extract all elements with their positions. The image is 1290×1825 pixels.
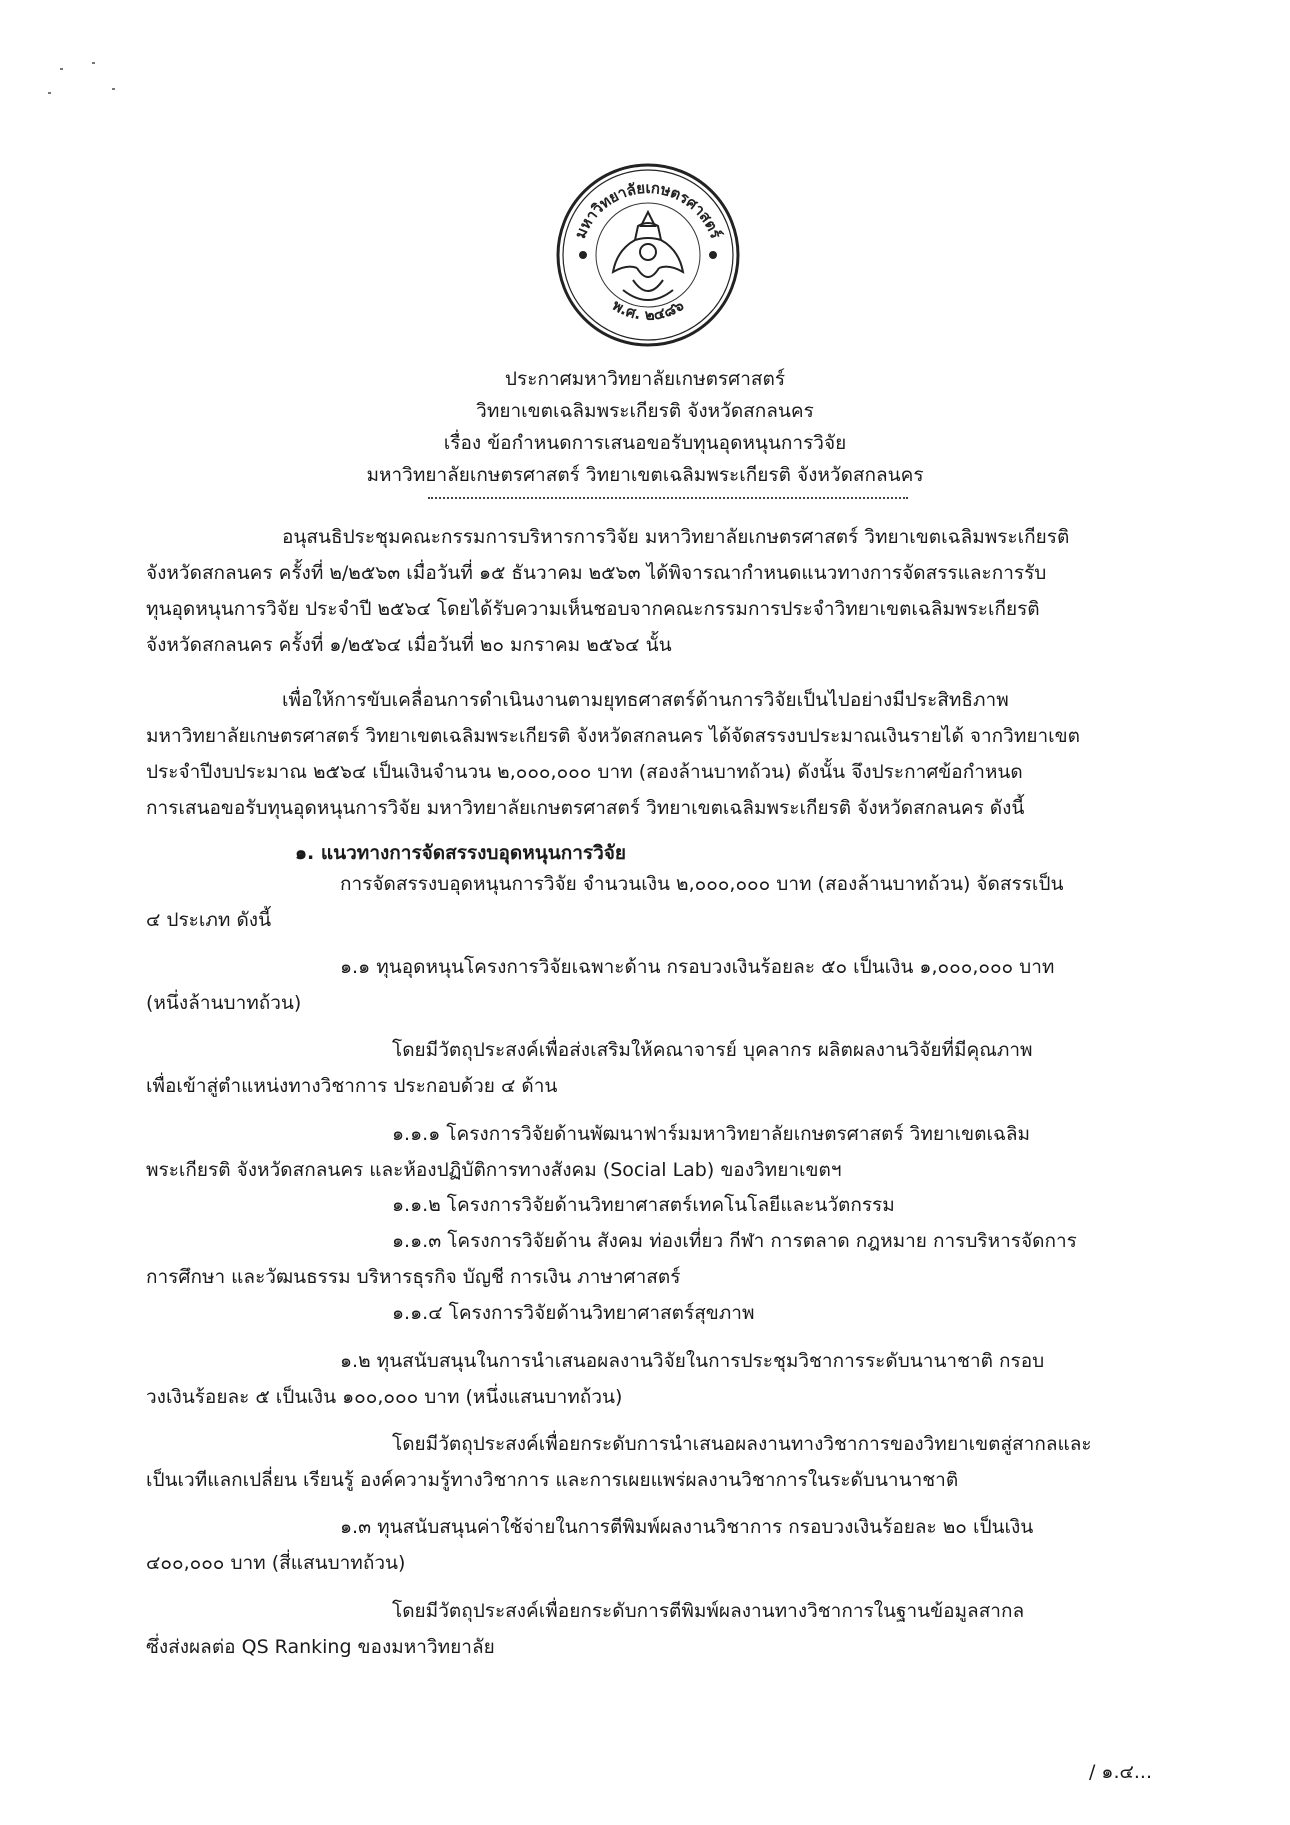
item-1-1-3: ๑.๑.๓ โครงการวิจัยด้าน สังคม ท่องเที่ยว กีฬา การตลาด กฎหมาย การบริหารจัดการ xyxy=(392,1230,1077,1252)
body-line: ประจำปีงบประมาณ ๒๕๖๔ เป็นเงินจำนวน ๒,๐๐๐,๐๐๐ บาท (สองล้านบาทถ้วน) ดังนั้น จึงประกาศข้อกำหนด xyxy=(146,761,1023,783)
campus-name: วิทยาเขตเฉลิมพระเกียรติ จังหวัดสกลนคร xyxy=(476,400,814,422)
body-line: ทุนอุดหนุนการวิจัย ประจำปี ๒๕๖๔ โดยได้รับความเห็นชอบจากคณะกรรมการประจำวิทยาเขตเฉลิมพระเกียรติ xyxy=(146,598,1040,620)
body-line: (หนึ่งล้านบาทถ้วน) xyxy=(146,992,302,1014)
body-line: วงเงินร้อยละ ๕ เป็นเงิน ๑๐๐,๐๐๐ บาท (หนึ่งแสนบาทถ้วน) xyxy=(146,1386,623,1408)
scan-speck xyxy=(92,62,95,64)
body-line: จังหวัดสกลนคร ครั้งที่ ๒/๒๕๖๓ เมื่อวันที่ ๑๕ ธันวาคม ๒๕๖๓ ได้พิจารณากำหนดแนวทางการจัดสรรและการรับ xyxy=(146,562,1047,584)
body-line: โดยมีวัตถุประสงค์เพื่อยกระดับการนำเสนอผลงานทางวิชาการของวิทยาเขตสู่สากลและ xyxy=(392,1433,1092,1455)
item-1-1: ๑.๑ ทุนอุดหนุนโครงการวิจัยเฉพาะด้าน กรอบวงเงินร้อยละ ๕๐ เป็นเงิน ๑,๐๐๐,๐๐๐ บาท xyxy=(340,956,1055,978)
body-line: เป็นเวทีแลกเปลี่ยน เรียนรู้ องค์ความรู้ทางวิชาการ และการเผยแพร่ผลงานวิชาการในระดับนานาชาติ xyxy=(146,1469,959,1491)
body-line: เพื่อให้การขับเคลื่อนการดำเนินงานตามยุทธศาสตร์ด้านการวิจัยเป็นไปอย่างมีประสิทธิภาพ xyxy=(282,689,1009,711)
body-line: การจัดสรรงบอุดหนุนการวิจัย จำนวนเงิน ๒,๐๐๐,๐๐๐ บาท (สองล้านบาทถ้วน) จัดสรรเป็น xyxy=(340,873,1064,895)
body-line: อนุสนธิประชุมคณะกรรมการบริหารการวิจัย มหาวิทยาลัยเกษตรศาสตร์ วิทยาเขตเฉลิมพระเกียรติ xyxy=(282,526,1070,548)
subject-continuation: มหาวิทยาลัยเกษตรศาสตร์ วิทยาเขตเฉลิมพระเกียรติ จังหวัดสกลนคร xyxy=(366,464,924,486)
body-line: เพื่อเข้าสู่ตำแหน่งทางวิชาการ ประกอบด้วย ๔ ด้าน xyxy=(146,1075,558,1097)
section-heading-1: ๑. แนวทางการจัดสรรงบอุดหนุนการวิจัย xyxy=(295,842,627,864)
body-line: มหาวิทยาลัยเกษตรศาสตร์ วิทยาเขตเฉลิมพระเกียรติ จังหวัดสกลนคร ได้จัดสรรงบประมาณเงินรายได้ จากวิทยาเขต xyxy=(146,725,1080,747)
body-line: การเสนอขอรับทุนอุดหนุนการวิจัย มหาวิทยาลัยเกษตรศาสตร์ วิทยาเขตเฉลิมพระเกียรติ จังหวัดสกลนคร ดังนี้ xyxy=(146,797,1025,819)
scan-speck xyxy=(48,92,51,94)
body-line: ซึ่งส่งผลต่อ QS Ranking ของมหาวิทยาลัย xyxy=(146,1636,495,1658)
item-1-2: ๑.๒ ทุนสนับสนุนในการนำเสนอผลงานวิจัยในการประชุมวิชาการระดับนานาชาติ กรอบ xyxy=(340,1350,1045,1372)
body-line: พระเกียรติ จังหวัดสกลนคร และห้องปฏิบัติการทางสังคม (Social Lab) ของวิทยาเขตฯ xyxy=(146,1159,842,1181)
dotted-divider xyxy=(428,497,908,499)
seal-arc-bottom: พ.ศ. ๒๔๘๖ xyxy=(609,296,687,324)
item-1-1-2: ๑.๑.๒ โครงการวิจัยด้านวิทยาศาสตร์เทคโนโลยีและนวัตกรรม xyxy=(392,1194,895,1216)
scan-speck xyxy=(60,68,63,70)
item-1-3: ๑.๓ ทุนสนับสนุนค่าใช้จ่ายในการตีพิมพ์ผลงานวิชาการ กรอบวงเงินร้อยละ ๒๐ เป็นเงิน xyxy=(340,1516,1034,1538)
subject-line: เรื่อง ข้อกำหนดการเสนอขอรับทุนอุดหนุนการวิจัย xyxy=(443,432,847,454)
announcement-title: ประกาศมหาวิทยาลัยเกษตรศาสตร์ xyxy=(504,368,786,390)
seal-arc-top: มหาวิทยาลัยเกษตรศาสตร์ xyxy=(571,178,725,242)
body-line: โดยมีวัตถุประสงค์เพื่อส่งเสริมให้คณาจารย์ บุคลากร ผลิตผลงานวิจัยที่มีคุณภาพ xyxy=(392,1039,1033,1061)
item-1-1-1: ๑.๑.๑ โครงการวิจัยด้านพัฒนาฟาร์มมหาวิทยาลัยเกษตรศาสตร์ วิทยาเขตเฉลิม xyxy=(392,1123,1031,1145)
item-1-1-4: ๑.๑.๔ โครงการวิจัยด้านวิทยาศาสตร์สุขภาพ xyxy=(392,1302,755,1324)
university-seal-icon xyxy=(553,160,743,350)
scan-speck xyxy=(112,88,115,90)
page-continuation: / ๑.๔... xyxy=(1088,1761,1152,1783)
body-line: โดยมีวัตถุประสงค์เพื่อยกระดับการตีพิมพ์ผลงานทางวิชาการในฐานข้อมูลสากล xyxy=(392,1600,1025,1622)
body-line: ๔๐๐,๐๐๐ บาท (สี่แสนบาทถ้วน) xyxy=(146,1552,406,1574)
body-line: การศึกษา และวัฒนธรรม บริหารธุรกิจ บัญชี การเงิน ภาษาศาสตร์ xyxy=(146,1266,681,1288)
body-line: ๔ ประเภท ดังนี้ xyxy=(146,909,272,931)
body-line: จังหวัดสกลนคร ครั้งที่ ๑/๒๕๖๔ เมื่อวันที่ ๒๐ มกราคม ๒๕๖๔ นั้น xyxy=(146,634,672,656)
